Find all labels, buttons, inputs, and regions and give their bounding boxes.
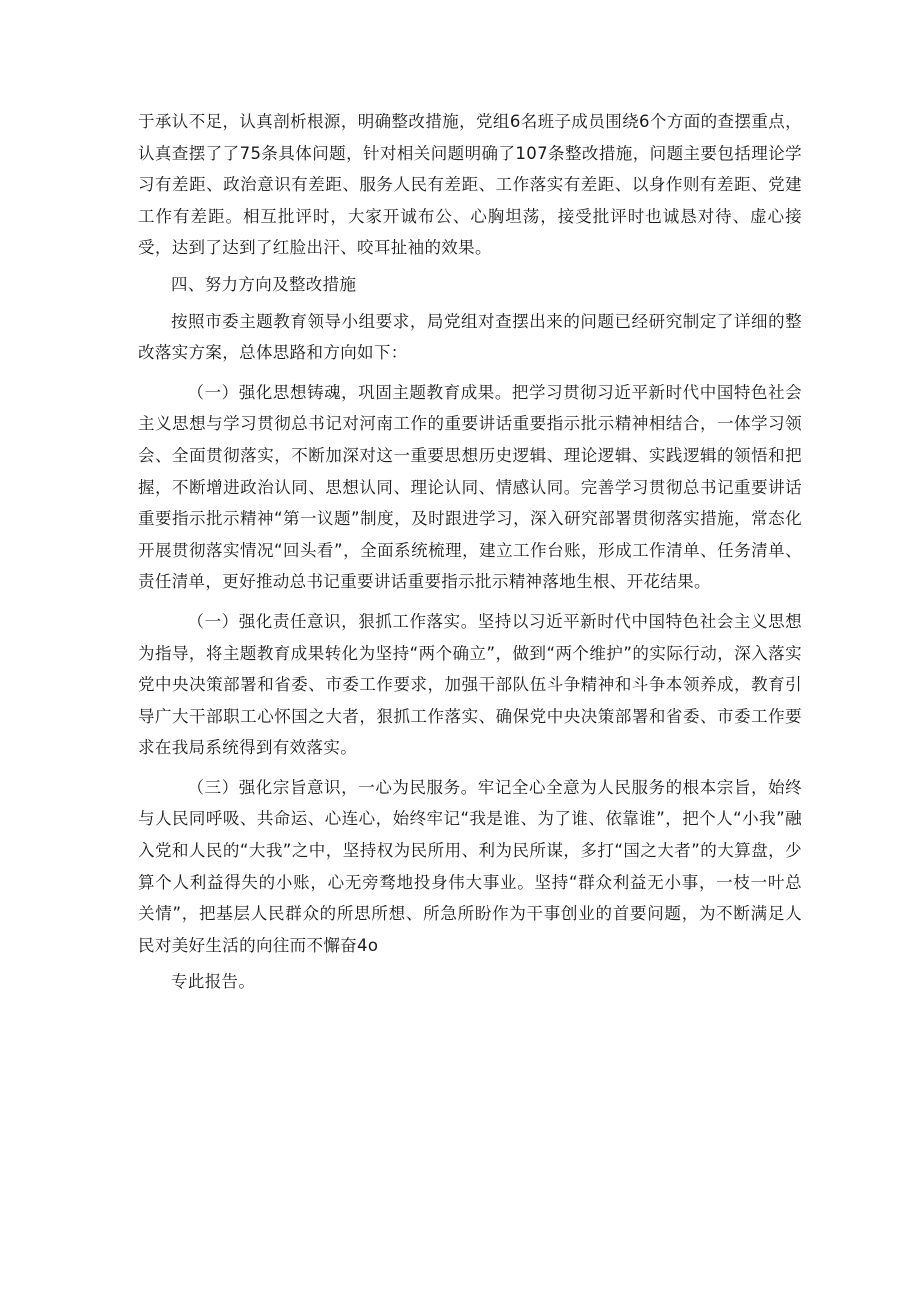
paragraph-closing: 专此报告。 — [171, 972, 256, 992]
paragraph-measure-2: （一）强化责任意识，狠抓工作落实。坚持以习近平新时代中国特色社会主义思想为指导，将主题教育成果转化为坚持“两个确立”，做到“两个维护”的实际行动，深入落实党中央决策部署和省委、市委工作要求，加强干部队伍斗争精神和斗争本领养成，教育引导广大干部职工心怀国之大者，狠抓工作落实、确保党中央决策部署和省委、市委工作要求在我局系统得到有效落实。 — [138, 611, 802, 758]
paragraph-measure-3: （三）强化宗旨意识，一心为民服务。牢记全心全意为人民服务的根本宗旨，始终与人民同呼吸、共命运、心连心，始终牢记“我是谁、为了谁、依靠谁”，把个人“小我”融入党和人民的“大我”之中，坚持权为民所用、利为民所谋，多打“国之大者”的大算盘，少算个人利益得失的小账，心无旁骛地投身伟大事业。坚持“群众利益无小事，一枝一叶总关情”，把基层人民群众的所思所想、所急所盼作为干事创业的首要问题，为不断满足人民对美好生活的向往而不懈奋4o — [138, 777, 802, 955]
section-heading: 四、努力方向及整改措施 — [171, 274, 357, 294]
paragraph-intro: 按照市委主题教育领导小组要求，局党组对查摆出来的问题已经研究制定了详细的整改落实方案，总体思路和方向如下： — [138, 311, 802, 363]
document-body — [138, 106, 802, 998]
paragraph-continuation: 于承认不足，认真剖析根源，明确整改措施，党组6名班子成员围绕6个方面的查摆重点，认真查摆了了75条具体问题，针对相关问题明确了107条整改措施，问题主要包括理论学习有差距、政治意识有差距、服务人民有差距、工作落实有差距、以身作则有差距、党建工作有差距。相互批评时，大家开诚布公、心胸坦荡，接受批评时也诚恳对待、虚心接受，达到了达到了红脸出汗、咬耳扯袖的效果。 — [138, 112, 802, 258]
paragraph-measure-1: （一）强化思想铸魂，巩固主题教育成果。把学习贯彻习近平新时代中国特色社会主义思想与学习贯彻总书记对河南工作的重要讲话重要指示批示精神相结合，一体学习领会、全面贯彻落实，不断加深对这一重要思想历史逻辑、理论逻辑、实践逻辑的领悟和把握，不断增进政治认同、思想认同、理论认同、情感认同。完善学习贯彻总书记重要讲话重要指示批示精神“第一议题”制度，及时跟进学习，深入研究部署贯彻落实措施，常态化开展贯彻落实情况“回头看”，全面系统梳理，建立工作台账，形成工作清单、任务清单、责任清单，更好推动总书记重要讲话重要指示批示精神落地生根、开花结果。 — [138, 382, 802, 592]
